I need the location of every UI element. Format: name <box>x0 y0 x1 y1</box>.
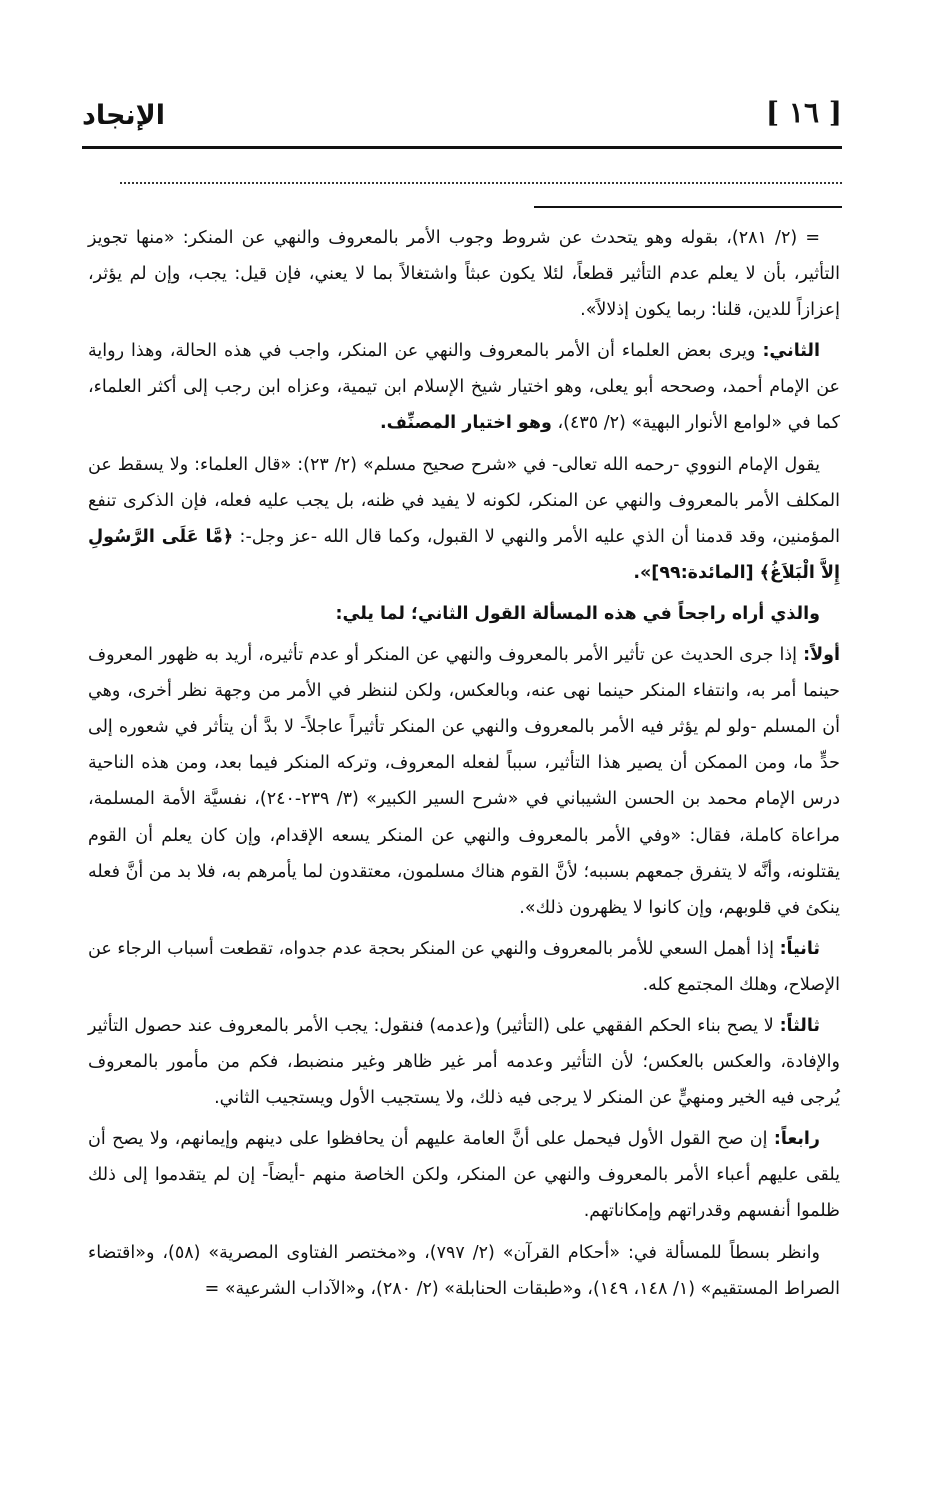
page-header <box>82 92 842 142</box>
paragraph-lead: الثاني: <box>762 341 820 362</box>
paragraph-text: لا يصح بناء الحكم الفقهي على (التأثير) و(عدمه) فنقول: يجب الأمر بالمعروف عند حصول التأثير والإفادة، والعكس بالعكس؛ لأن التأثير وعدمه أمر غير ظاهر وغير منضبط، فكم من مأمور بالمعروف يُرجى فيه الخير ومنهيٍّ عن المنكر لا يرجى فيه ذلك، ولا يستجيب الأول ويستجيب الثاني. <box>88 1015 840 1109</box>
paragraph-nawawi-quote <box>88 447 840 591</box>
paragraph-first-reason <box>88 637 840 926</box>
quran-verse: ﴿مَّا عَلَى الرَّسُولِ إِلاَّ الْبَلاَغُ﴾ [المائدة:٩٩]». <box>88 526 840 583</box>
paragraph-lead: ثانياً: <box>779 938 820 959</box>
paragraph-lead: ثالثاً: <box>779 1015 820 1036</box>
paragraph-further-references <box>88 1235 840 1307</box>
paragraph-text: وانظر بسطاً للمسألة في: «أحكام القرآن» (٢/ ٧٩٧)، و«مختصر الفتاوى المصرية» (٥٨)، و«اقتضاء الصراط المستقيم» (١/ ١٤٨، ١٤٩)، و«طبقات الحنابلة» (٢/ ٢٨٠)، و«الآداب الشرعية» = <box>88 1242 840 1299</box>
footnote-rule <box>534 206 842 208</box>
paragraph-lead: والذي أراه راجحاً في هذه المسألة القول الثاني؛ لما يلي: <box>335 603 820 624</box>
paragraph-text: ويرى بعض العلماء أن الأمر بالمعروف والنهي عن المنكر، واجب في هذه الحالة، وهذا رواية عن الإمام أحمد، وصححه أبو يعلى، وهو اختيار شيخ الإسلام ابن تيمية، وعزاه ابن رجب إلى أكثر العلماء، كما في «لوامع الأنوار البهية» (٢/ ٤٣٥)، <box>88 341 840 434</box>
footnote-body <box>88 220 840 1312</box>
header-rule <box>82 146 842 149</box>
paragraph-continued-citation <box>88 220 840 328</box>
paragraph-second-reason <box>88 931 840 1003</box>
paragraph-second-opinion <box>88 333 840 441</box>
paragraph-text: = (٢/ ٢٨١)، بقوله وهو يتحدث عن شروط وجوب الأمر بالمعروف والنهي عن المنكر: «منها تجويز التأثير، بأن لا يعلم عدم التأثير قطعاً، لئلا يكون عبثاً واشتغالاً بما لا يعني، فإن قيل: يجب، وإن لم يؤثر، إعزازاً للدين، قلنا: ربما يكون إذلالاً». <box>88 228 840 321</box>
paragraph-lead: أولاً: <box>803 645 840 666</box>
paragraph-tail: وهو اختيار المصنِّف. <box>380 413 552 434</box>
paragraph-preferred-view <box>88 596 840 632</box>
paragraph-text: إذا أهمل السعي للأمر بالمعروف والنهي عن المنكر بحجة عدم جدواه، تقطعت أسباب الرجاء عن الإصلاح، وهلك المجتمع كله. <box>88 938 840 995</box>
paragraph-lead: رابعاً: <box>773 1129 820 1150</box>
paragraph-text: يقول الإمام النووي -رحمه الله تعالى- في «شرح صحيح مسلم» (٢/ ٢٣): «قال العلماء: ولا يسقط عن المكلف الأمر بالمعروف والنهي عن المنكر، لكونه لا يفيد في ظنه، بل يجب عليه فعله، فإن الذكرى تنفع المؤمنين، وقد قدمنا أن الذي عليه الأمر والنهي لا القبول، وكما قال الله -عز وجل-: <box>88 454 840 547</box>
book-title: الإنجاد <box>82 100 165 131</box>
dotted-separator <box>120 182 842 184</box>
page-number: [ ١٦ ] <box>765 96 842 129</box>
paragraph-third-reason <box>88 1008 840 1116</box>
paragraph-text: إن صح القول الأول فيحمل على أنَّ العامة عليهم أن يحافظوا على دينهم وإيمانهم، ولا يصح أن يلقى عليهم أعباء الأمر بالمعروف والنهي عن المنكر، ولكن الخاصة منهم -أيضاً- إن لم يتقدموا إلى ذلك ظلموا أنفسهم وقدراتهم وإمكاناتهم. <box>88 1129 840 1222</box>
paragraph-text: إذا جرى الحديث عن تأثير الأمر بالمعروف والنهي عن المنكر أو عدم تأثيره، أريد به ظهور المعروف حينما أمر به، وانتفاء المنكر حينما نهى عنه، وبالعكس، ولكن لننظر في الأمر من وجهة نظر أخرى، وهي أن المسلم -ولو لم يؤثر فيه الأمر بالمعروف والنهي عن المنكر تأثيراً عاجلاً- لا بدَّ أن يتأثر في شعوره إلى حدٍّ ما، ومن الممكن أن يصير هذا التأثير، سبباً لفعله المعروف، وتركه المنكر فيما بعد، ومن هذه الناحية درس الإمام محمد بن الحسن الشيباني في «شرح السير الكبير» (٣/ ٢٣٩-٢٤٠)، نفسيَّة الأمة المسلمة، مراعاة كاملة، فقال: «وفي الأمر بالمعروف والنهي عن المنكر يسعه الإقدام، وإن كان يعلم أن القوم يقتلونه، وأنَّه لا يتفرق جمعهم بسببه؛ لأنَّ القوم هناك مسلمون، معتقدون لما يأمرهم به، فلا بد من أنَّ فعله ينكئ في قلوبهم، وإن كانوا لا يظهرون ذلك». <box>88 645 840 918</box>
paragraph-fourth-reason <box>88 1121 840 1229</box>
